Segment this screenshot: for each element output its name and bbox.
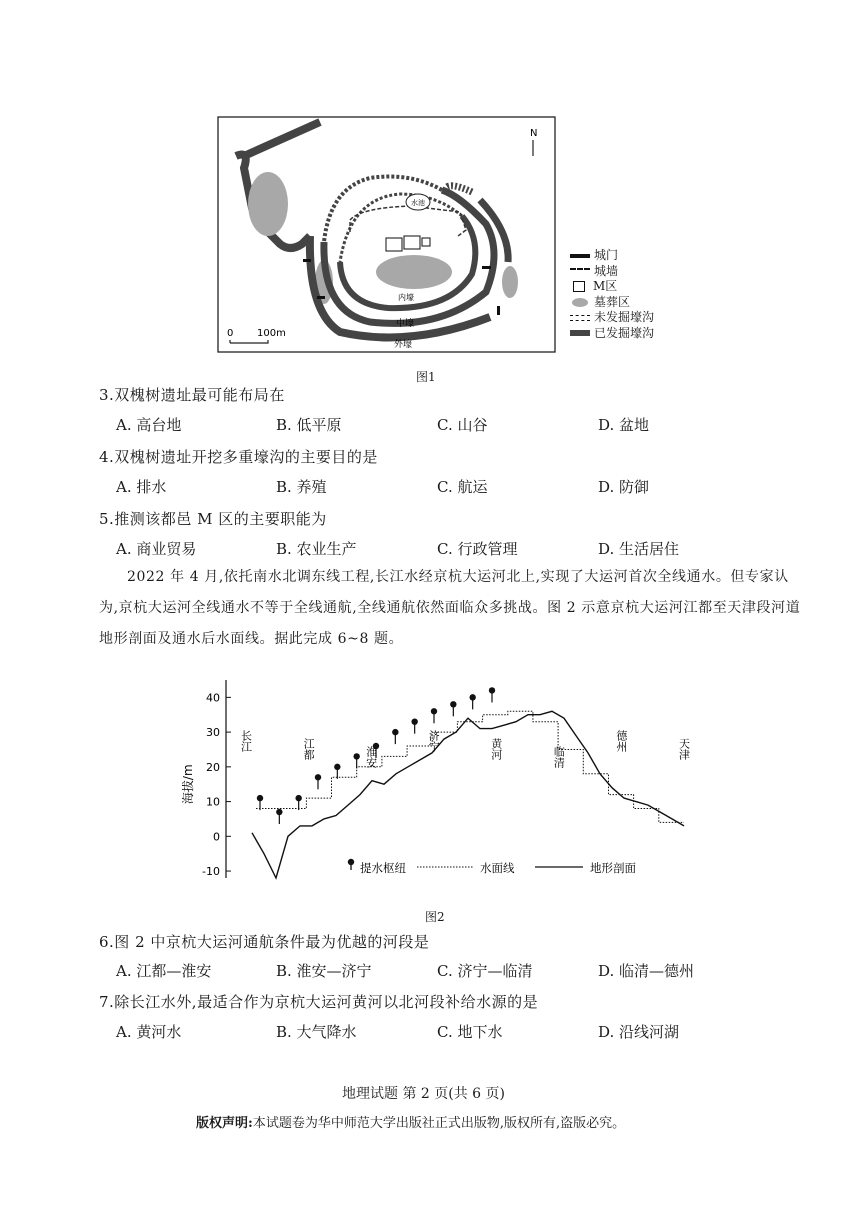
inner-trench-label: 内壕 bbox=[398, 293, 414, 302]
pumping-station-marker bbox=[469, 694, 475, 700]
question-4-option-b[interactable]: B. 养殖 bbox=[276, 478, 327, 496]
figure1-legend bbox=[570, 248, 654, 341]
y-axis-label: 海拔/m bbox=[181, 764, 195, 805]
y-tick-label: 0 bbox=[213, 830, 220, 844]
legend-item-city-gate bbox=[570, 248, 654, 264]
question-6-option-a[interactable]: A. 江都—淮安 bbox=[116, 962, 212, 980]
legend-item-excavated bbox=[570, 326, 654, 342]
place-label: 江都 bbox=[302, 738, 316, 760]
place-label: 临清 bbox=[552, 746, 566, 768]
pumping-station-marker bbox=[392, 729, 398, 735]
pumping-station-marker bbox=[257, 795, 263, 801]
question-3-option-d[interactable]: D. 盆地 bbox=[598, 416, 650, 434]
pumping-station-marker bbox=[276, 809, 282, 815]
pumping-station-icon bbox=[348, 859, 354, 865]
figure2-caption: 图2 bbox=[425, 910, 445, 924]
question-3-option-b[interactable]: B. 低平原 bbox=[276, 416, 342, 434]
question-6-option-c[interactable]: C. 济宁—临清 bbox=[437, 962, 533, 980]
legend-water-line: 水面线 bbox=[480, 861, 515, 875]
legend-terrain: 地形剖面 bbox=[590, 861, 636, 875]
north-label: N bbox=[530, 128, 538, 139]
question-7-option-d[interactable]: D. 沿线河湖 bbox=[598, 1023, 680, 1041]
page-footer: 地理试题 第 2 页(共 6 页) bbox=[342, 1086, 505, 1102]
question-5-stem: 5.推测该都邑 M 区的主要职能为 bbox=[99, 510, 327, 528]
city-gate-east bbox=[482, 266, 491, 269]
m-zone-block-2 bbox=[404, 236, 420, 249]
copyright-text: 本试题卷为华中师范大学出版社正式出版物,版权所有,盗版必究。 bbox=[252, 1116, 626, 1131]
cemetery-area-east bbox=[502, 266, 518, 298]
question-4-option-c[interactable]: C. 航运 bbox=[437, 478, 488, 496]
copyright-label: 版权声明: bbox=[196, 1116, 253, 1131]
question-7-option-a[interactable]: A. 黄河水 bbox=[116, 1023, 182, 1041]
legend-label: 城门 bbox=[594, 248, 619, 262]
figure1-map bbox=[210, 112, 570, 357]
m-zone-icon bbox=[573, 281, 585, 292]
legend-item-cemetery bbox=[570, 295, 654, 311]
scale-zero: 0 bbox=[227, 328, 234, 339]
excavated-trench-icon bbox=[570, 330, 590, 336]
pumping-station-marker bbox=[353, 753, 359, 759]
pumping-station-marker bbox=[450, 701, 456, 707]
legend-item-city-wall bbox=[570, 264, 654, 280]
place-label: 济宁 bbox=[427, 730, 441, 752]
place-label: 长江 bbox=[239, 730, 253, 752]
pumping-station-marker bbox=[489, 687, 495, 693]
place-label: 淮安 bbox=[364, 746, 378, 768]
pumping-station-marker bbox=[411, 718, 417, 724]
question-5-option-a[interactable]: A. 商业贸易 bbox=[116, 540, 197, 558]
city-wall-icon bbox=[570, 268, 590, 274]
question-5-option-c[interactable]: C. 行政管理 bbox=[437, 540, 518, 558]
y-tick-label: 20 bbox=[206, 760, 220, 774]
passage-6-8: 2022 年 4 月,依托南水北调东线工程,长江水经京杭大运河北上,实现了大运河首次全线通水。但专家认为,京杭大运河全线通水不等于全线通航,全线通航依然面临众多挑战。图 2 示意京杭大运河江都至天津段河道地形剖面及通水后水面线。据此完成 6~8 题。 bbox=[99, 569, 801, 647]
legend-item-m-zone bbox=[570, 279, 654, 295]
question-6-option-d[interactable]: D. 临清—德州 bbox=[598, 962, 695, 980]
figure2-legend bbox=[348, 859, 637, 875]
question-6-option-b[interactable]: B. 淮安—济宁 bbox=[276, 962, 372, 980]
question-7-option-c[interactable]: C. 地下水 bbox=[437, 1023, 503, 1041]
pumping-station-marker bbox=[295, 795, 301, 801]
question-5-option-d[interactable]: D. 生活居住 bbox=[598, 540, 680, 558]
city-gate-southwest bbox=[317, 296, 325, 299]
legend-label: 城墙 bbox=[594, 263, 619, 278]
legend-item-unexcavated bbox=[570, 310, 654, 326]
copyright-notice bbox=[196, 1112, 625, 1131]
city-gate-southeast bbox=[497, 306, 500, 315]
place-label: 天津 bbox=[677, 738, 691, 760]
question-6-stem: 6.图 2 中京杭大运河通航条件最为优越的河段是 bbox=[99, 933, 430, 951]
legend-label: 未发掘壕沟 bbox=[594, 310, 655, 324]
question-3-stem: 3.双槐树遗址最可能布局在 bbox=[99, 386, 285, 404]
question-4-option-d[interactable]: D. 防御 bbox=[598, 478, 650, 496]
scale-distance: 100m bbox=[257, 328, 286, 339]
question-5-option-b[interactable]: B. 农业生产 bbox=[276, 540, 357, 558]
cemetery-icon bbox=[572, 298, 588, 307]
pumping-station-marker bbox=[315, 774, 321, 780]
place-label: 黄河 bbox=[489, 738, 503, 760]
city-gate-icon bbox=[570, 254, 590, 258]
question-3-option-a[interactable]: A. 高台地 bbox=[116, 416, 182, 434]
figure1-caption: 图1 bbox=[416, 370, 436, 384]
question-4-stem: 4.双槐树遗址开挖多重壕沟的主要目的是 bbox=[99, 448, 378, 466]
pool-label: 水池 bbox=[411, 199, 425, 207]
figure2-chart bbox=[170, 672, 710, 908]
y-tick-label: 10 bbox=[206, 795, 220, 809]
legend-pumping-station: 提水枢纽 bbox=[360, 861, 406, 875]
city-gate-west bbox=[303, 259, 311, 262]
y-tick-label: 30 bbox=[206, 726, 220, 740]
m-zone-block-3 bbox=[422, 238, 430, 246]
question-7-stem: 7.除长江水外,最适合作为京杭大运河黄河以北河段补给水源的是 bbox=[99, 993, 539, 1011]
m-zone-block-1 bbox=[386, 238, 402, 251]
pumping-station-marker bbox=[431, 708, 437, 714]
y-tick-label: 40 bbox=[206, 691, 220, 705]
cemetery-area-central bbox=[376, 255, 452, 289]
place-label: 德州 bbox=[614, 730, 628, 752]
y-tick-label: -10 bbox=[202, 865, 220, 879]
question-7-option-b[interactable]: B. 大气降水 bbox=[276, 1023, 357, 1041]
question-3-option-c[interactable]: C. 山谷 bbox=[437, 416, 488, 434]
middle-trench-label: 中壕 bbox=[396, 319, 415, 329]
outer-trench-label: 外壕 bbox=[394, 340, 413, 350]
cemetery-area-west bbox=[248, 172, 288, 236]
legend-label: 已发掘壕沟 bbox=[594, 325, 655, 340]
legend-label: 墓葬区 bbox=[594, 294, 631, 309]
water-surface-line bbox=[256, 711, 684, 822]
pumping-station-marker bbox=[334, 764, 340, 770]
legend-label: M区 bbox=[593, 279, 618, 293]
unexcavated-trench-icon bbox=[570, 315, 590, 321]
question-4-option-a[interactable]: A. 排水 bbox=[116, 478, 167, 496]
